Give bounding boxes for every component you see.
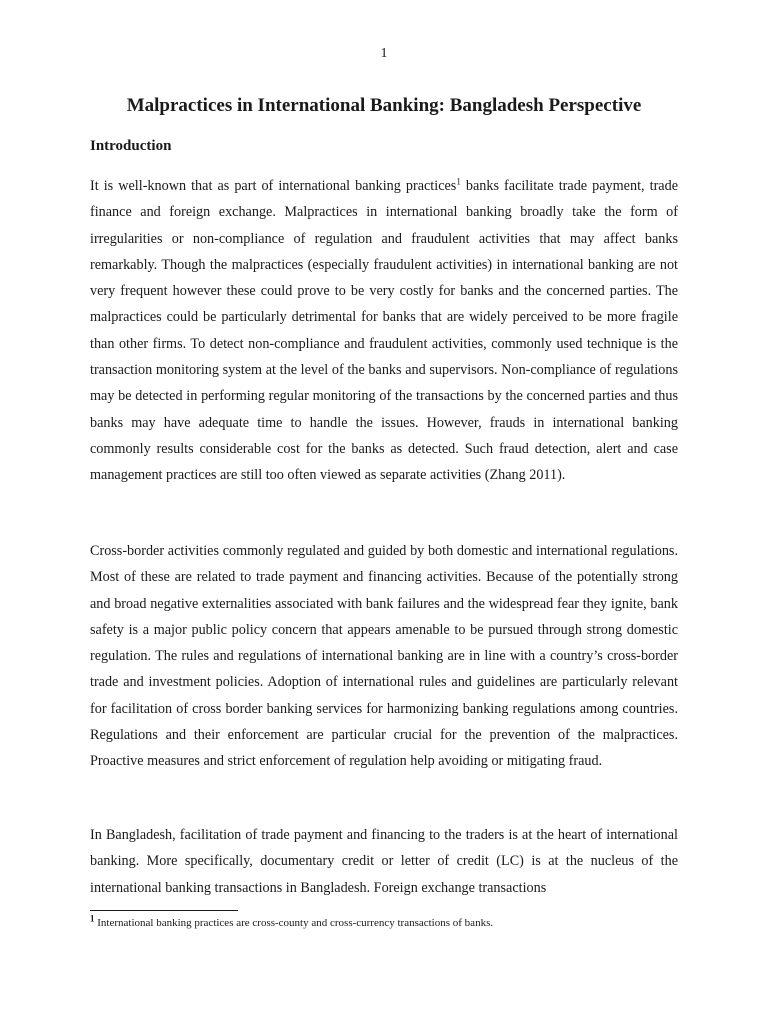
footnote-reference: 1 <box>456 176 461 187</box>
paragraph-1 <box>90 173 678 489</box>
paragraph-1-text-start: It is well-known that as part of international banking practices <box>90 178 457 194</box>
paragraph-2: Cross-border activities commonly regulated and guided by both domestic and international regulations. Most of these are related to trade payment and financing activities. Because of the potentially strong and broad negative externalities associated with bank failures and the widespread fear they ignite, bank safety is a major public policy concern that appears amenable to be pursued through strong domestic regulation. The rules and regulations of international banking are in line with a country’s cross-border trade and investment policies. Adoption of international rules and guidelines are particularly relevant for facilitation of cross border banking services for harmonizing banking regulations among countries. Regulations and their enforcement are particular crucial for the prevention of the malpractices. Proactive measures and strict enforcement of regulation help avoiding or mitigating fraud. <box>90 543 678 770</box>
document-title: Malpractices in International Banking: Bangladesh Perspective <box>126 95 642 116</box>
footnote-text: International banking practices are cross-county and cross-currency transactions of banks. <box>94 917 494 929</box>
section-heading-introduction: Introduction <box>90 138 172 154</box>
footnote <box>90 913 690 930</box>
page-number: 1 <box>380 46 388 61</box>
footnote-separator <box>90 910 238 911</box>
paragraph-3: In Bangladesh, facilitation of trade payment and financing to the traders is at the heart of international banking. More specifically, documentary credit or letter of credit (LC) is at the nucleus of the international banking transactions in Bangladesh. Foreign exchange transactions <box>90 827 678 896</box>
paragraph-1-text-rest: banks facilitate trade payment, trade finance and foreign exchange. Malpractices in international banking broadly take the form of irregularities or non-compliance of regulation and fraudulent activities that may affect banks remarkably. Though the malpractices (especially fraudulent activities) in international banking are not very frequent however these could prove to be very costly for banks and the concerned parties. The malpractices could be particularly detrimental for banks that are widely perceived to be more fragile than other firms. To detect non-compliance and fraudulent activities, commonly used technique is the transaction monitoring system at the level of the banks and supervisors. Non-compliance of regulations may be detected in performing regular monitoring of the transactions by the concerned parties and thus banks may have adequate time to handle the issues. However, frauds in international banking commonly results considerable cost for the banks as detected. Such fraud detection, alert and case management practices are still too often viewed as separate activities (Zhang 2011). <box>90 178 678 484</box>
footnote-marker: 1 <box>90 913 95 924</box>
